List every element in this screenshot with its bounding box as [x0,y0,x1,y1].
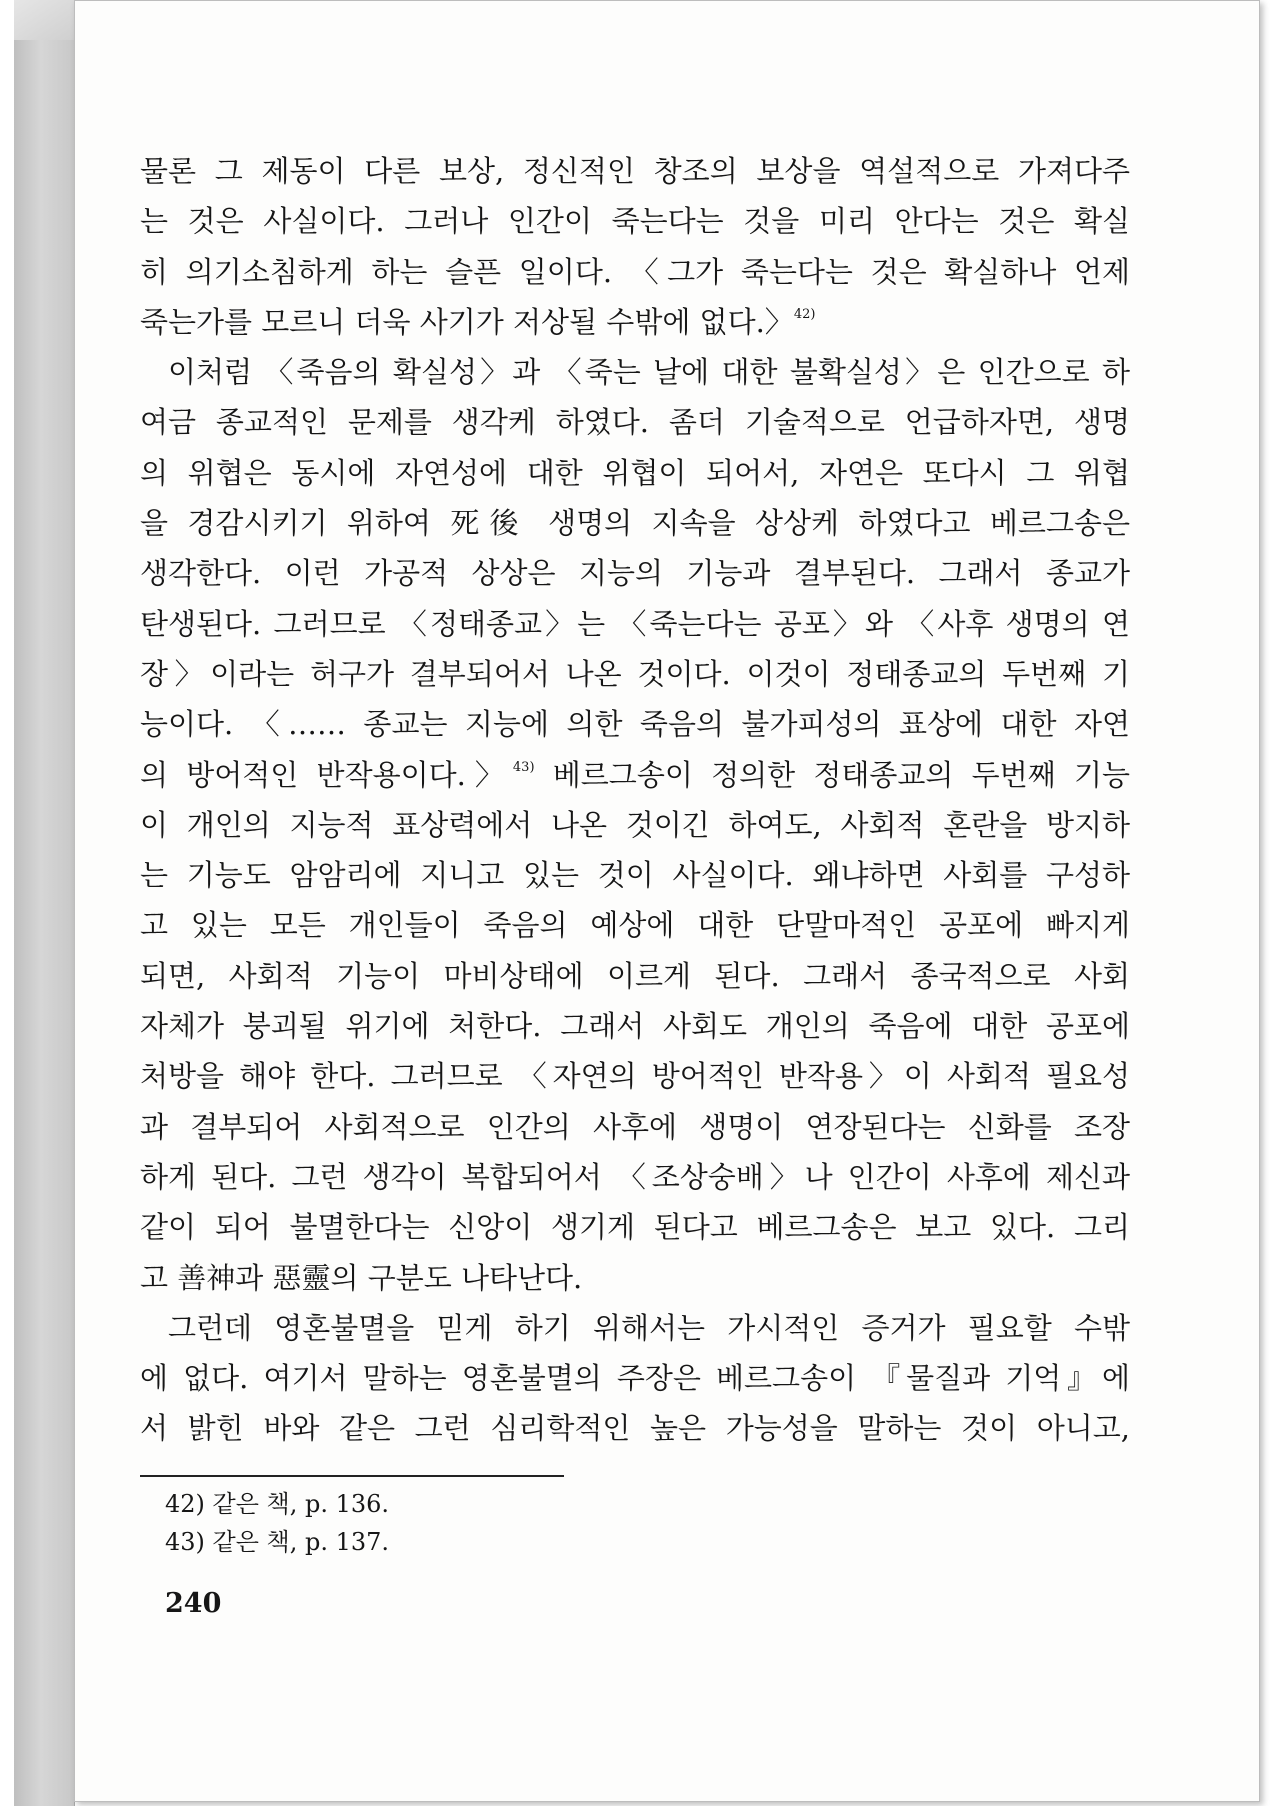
text-line [140,1001,1130,1051]
footnote-divider [140,1475,564,1477]
text-line [140,599,1130,649]
text-line-content: 되면, 사회적 기능이 마비상태에 이르게 된다. 그래서 종국적으로 사회 [140,958,1130,993]
text-line [140,1102,1130,1152]
text-line-content: 여금 종교적인 문제를 생각케 하였다. 좀더 기술적으로 언급하자면, 생명 [140,405,1130,440]
text-line [140,1202,1130,1252]
text-line-content: 장〉이라는 허구가 결부되어서 나온 것이다. 이것이 정태종교의 두번째 기 [140,656,1130,691]
book-spine-top [14,0,74,40]
footnote-43: 43) 같은 책, p. 137. [165,1528,390,1556]
text-line-continuation: 베르그송이 정의한 정태종교의 두번째 기능 [534,757,1130,792]
text-line-content: 처방을 해야 한다. 그러므로 〈자연의 방어적인 반작용〉이 사회적 필요성 [140,1059,1130,1094]
footnote-42: 42) 같은 책, p. 136. [165,1490,390,1518]
page-number: 240 [165,1588,222,1619]
text-line-content: 서 밝힌 바와 같은 그런 심리학적인 높은 가능성을 말하는 것이 아니고, [140,1411,1130,1446]
text-line-content: 그런데 영혼불멸을 믿게 하기 위해서는 가시적인 증거가 필요할 수밖 [168,1310,1130,1345]
text-line [140,750,1130,800]
body-text [140,146,1130,1454]
text-line [140,649,1130,699]
text-line [140,1303,1130,1353]
text-line-content: 의 방어적인 반작용이다.〉 [140,757,513,792]
text-line-content: 에 없다. 여기서 말하는 영혼불멸의 주장은 베르그송이 『물질과 기억』에 [140,1361,1130,1396]
text-line [140,850,1130,900]
text-line [140,951,1130,1001]
text-line-content: 는 것은 사실이다. 그러나 인간이 죽는다는 것을 미리 안다는 것은 확실 [140,204,1130,239]
text-line [140,498,1130,548]
text-line-content: 이 개인의 지능적 표상력에서 나온 것이긴 하여도, 사회적 혼란을 방지하 [140,807,1130,842]
text-line [140,146,1130,196]
text-line-content: 죽는가를 모르니 더욱 사기가 저상될 수밖에 없다.〉 [140,304,794,339]
text-line-content: 물론 그 제동이 다른 보상, 정신적인 창조의 보상을 역설적으로 가져다주 [140,154,1130,188]
book-spine [14,0,75,1806]
text-line-content: 고 있는 모든 개인들이 죽음의 예상에 대한 단말마적인 공포에 빠지게 [140,908,1130,943]
text-line [140,1051,1130,1101]
text-line [140,1403,1130,1453]
text-line [140,1152,1130,1202]
text-line-content: 히 의기소침하게 하는 슬픈 일이다. 〈그가 죽는다는 것은 확실하나 언제 [140,254,1130,289]
text-line-content: 하게 된다. 그런 생각이 복합되어서 〈조상숭배〉나 인간이 사후에 제신과 [140,1159,1130,1194]
text-line-content: 생각한다. 이런 가공적 상상은 지능의 기능과 결부된다. 그래서 종교가 [140,556,1130,591]
text-line-content: 능이다. 〈…… 종교는 지능에 의한 죽음의 불가피성의 표상에 대한 자연 [140,707,1130,742]
text-line-content: 자체가 붕괴될 위기에 처한다. 그래서 사회도 개인의 죽음에 대한 공포에 [140,1009,1130,1044]
text-line [140,297,1130,347]
text-line-content: 같이 되어 불멸한다는 신앙이 생기게 된다고 베르그송은 보고 있다. 그리 [140,1210,1130,1245]
text-line [140,1253,1130,1303]
text-line [140,800,1130,850]
text-line-content: 과 결부되어 사회적으로 인간의 사후에 생명이 연장된다는 신화를 조장 [140,1109,1130,1144]
text-line [140,548,1130,598]
text-line-content: 는 기능도 암암리에 지니고 있는 것이 사실이다. 왜냐하면 사회를 구성하 [140,858,1130,893]
text-line [140,397,1130,447]
text-line [140,1353,1130,1403]
footnote-marker: 42) [793,306,816,322]
text-line [140,699,1130,749]
text-line [140,448,1130,498]
text-line-content: 을 경감시키기 위하여 死後 생명의 지속을 상상케 하였다고 베르그송은 [140,506,1130,541]
text-line-content: 이처럼 〈죽음의 확실성〉과 〈죽는 날에 대한 불확실성〉은 인간으로 하 [168,355,1130,390]
footnotes [165,1485,389,1561]
footnote-marker: 43) [512,759,535,775]
text-line-content: 의 위협은 동시에 자연성에 대한 위협이 되어서, 자연은 또다시 그 위협 [140,455,1130,490]
text-line [140,347,1130,397]
text-line [140,247,1130,297]
text-line [140,900,1130,950]
text-line-content: 탄생된다. 그러므로 〈정태종교〉는 〈죽는다는 공포〉와 〈사후 생명의 연 [140,606,1130,641]
text-line [140,196,1130,246]
text-line-content: 고 善神과 惡靈의 구분도 나타난다. [140,1260,583,1295]
